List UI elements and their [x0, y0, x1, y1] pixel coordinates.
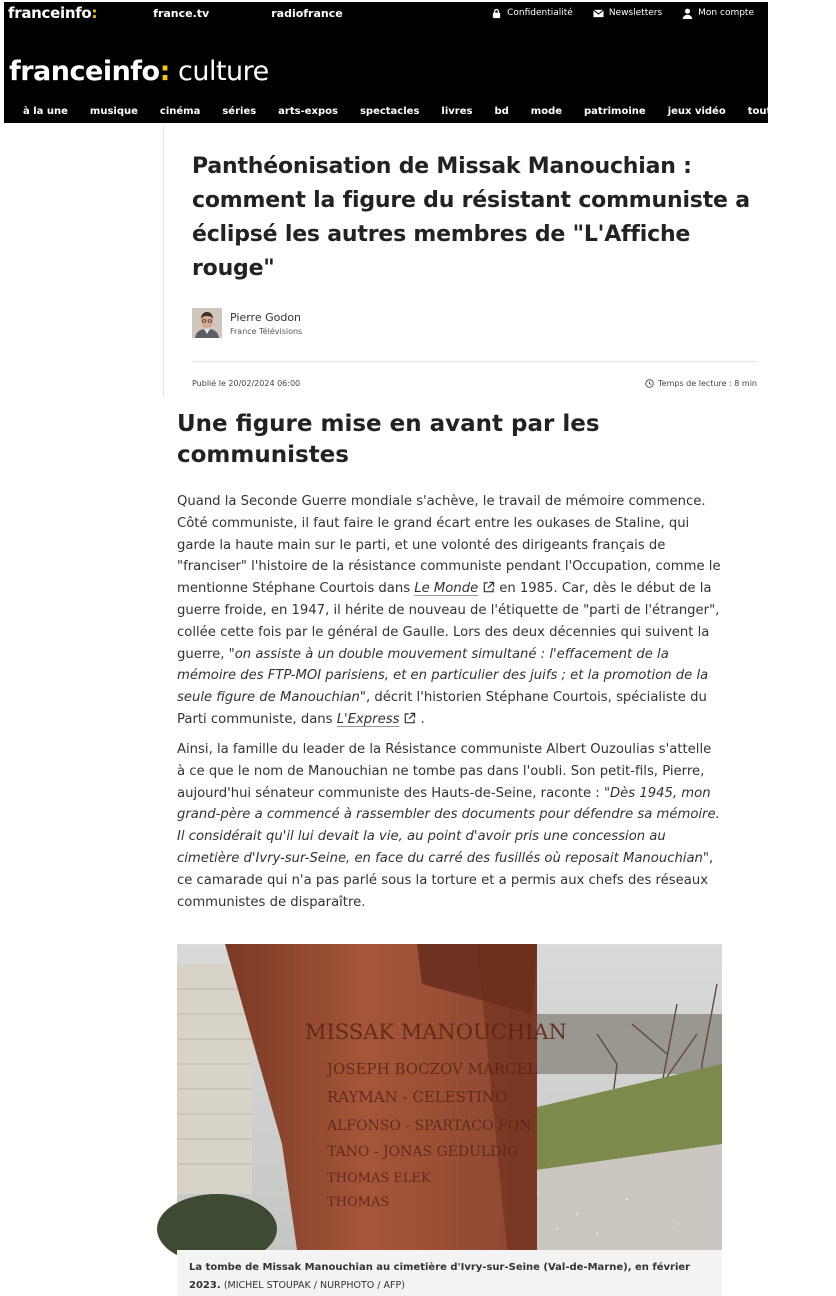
nav-item-musique[interactable]: musique: [89, 105, 138, 117]
engraving-line-3: RAYMAN - CELESTINO: [327, 1088, 508, 1106]
mail-icon: [593, 9, 604, 18]
nav-item-jeux-video[interactable]: jeux vidéo: [667, 105, 726, 117]
masthead: [4, 24, 768, 99]
nav-item-spectacles[interactable]: spectacles: [359, 105, 420, 117]
courtois-quote: "on assiste à un double mouvement simultané : l'effacement de la mémoire des FTP-MOI parisiens, et en particulier des juifs ; et la promotion de la seule figure de Manouchian": [177, 646, 709, 706]
nav-item-arts-expos[interactable]: arts-expos: [278, 105, 338, 117]
article-photo: [177, 944, 722, 1250]
external-link-icon[interactable]: [403, 712, 416, 725]
author-name[interactable]: Pierre Godon: [230, 310, 302, 324]
nav-item-series[interactable]: séries: [222, 105, 257, 117]
account-link[interactable]: Mon compte: [682, 8, 754, 19]
user-icon: [682, 8, 693, 19]
section-nav: [4, 99, 836, 123]
article-title: Panthéonisation de Missak Manouchian : comment la figure du résistant communiste a éclipsé les autres membres de "L'Affiche rouge": [192, 154, 750, 281]
nav-item-livres[interactable]: livres: [441, 105, 473, 117]
engraving-line-4: ALFONSO - SPARTACO FON: [327, 1118, 532, 1134]
top-bar: [4, 2, 768, 24]
radiofrance-link[interactable]: radiofrance: [271, 6, 343, 20]
nav-item-patrimoine[interactable]: patrimoine: [584, 105, 646, 117]
nav-item-a-la-une[interactable]: à la une: [23, 105, 68, 117]
reading-time: Temps de lecture : 8 min: [645, 379, 757, 388]
paragraph-1: Quand la Seconde Guerre mondiale s'achève, le travail de mémoire commence. Côté communiste, il faut faire le grand écart entre les oukases de Staline, qui garde la haute main sur le parti, et une volonté des dirigeants français de "franciser" l'histoire de la résistance communiste pendant l'Occupation, comme le mentionne Stéphane Courtois dans Le Monde en 1985. Car, dès le début de la guerre froide, en 1947, il hérite de nouveau de l'étiquette de "parti de l'étranger", collée cette fois par le général de Gaulle. Lors des deux décennies qui suivent la guerre, "on assiste à un double mouvement simultané : l'effacement de la mémoire des FTP-MOI parisiens, et en particulier des juifs ; et la promotion de la seule figure de Manouchian", décrit l'historien Stéphane Courtois, spécialiste du Parti communiste, dans L'Express .: [177, 494, 721, 727]
l-express-link[interactable]: L'Express: [336, 711, 400, 727]
engraving-line-1: MISSAK MANOUCHIAN: [305, 1020, 567, 1044]
header-left-border: [163, 123, 164, 397]
tombstone-photo: [177, 944, 722, 1250]
photo-credit: (MICHEL STOUPAK / NURPHOTO / AFP): [223, 1280, 405, 1291]
engraving-line-7: THOMAS: [327, 1195, 390, 1210]
engraving-line-6: THOMAS ELEK: [327, 1171, 431, 1186]
group-sites: [153, 7, 343, 20]
paragraph-2: Ainsi, la famille du leader de la Résistance communiste Albert Ouzoulias s'attelle à ce que le nom de Manouchian ne tombe pas dans l'oubli. Son petit-fils, Pierre, aujourd'hui sénateur communiste des Hauts-de-Seine, raconte : "Dès 1945, mon grand-père a commencé à rassembler des documents pour défendre sa mémoire. Il considérait qu'il lui devait la vie, au point d'avoir pris une concession au cimetière d'Ivry-sur-Seine, en face du carré des fusillés où reposait Manouchian", ce camarade qui n'a pas parlé sous la torture et a permis aux chefs des réseaux communistes de disparaître.: [177, 742, 720, 910]
nav-item-cinema[interactable]: cinéma: [159, 105, 201, 117]
nav-item-bd[interactable]: bd: [494, 105, 509, 117]
newsletters-link[interactable]: Newsletters: [593, 8, 662, 18]
france-tv-link[interactable]: france.tv: [153, 6, 210, 20]
privacy-link[interactable]: Confidentialité: [491, 8, 573, 19]
publication-date: Publié le 20/02/2024 06:00: [192, 379, 301, 388]
section-heading: Une figure mise en avant par les communistes: [177, 411, 600, 468]
author-avatar[interactable]: [192, 308, 222, 338]
photo-caption: La tombe de Missak Manouchian au cimetière d'Ivry-sur-Seine (Val-de-Marne), en février 2023. (MICHEL STOUPAK / NURPHOTO / AFP): [177, 1250, 722, 1296]
author-block: [192, 308, 302, 338]
franceinfo-home-link[interactable]: franceinfo:: [8, 4, 98, 22]
franceinfo-culture-logo[interactable]: franceinfo: culture: [9, 56, 269, 87]
ouzoulias-quote: "Dès 1945, mon grand-père a commencé à rassembler des documents pour défendre sa mémoire. Il considérait qu'il lui devait la vie, au point d'avoir pris une concession au cimetière d'Ivry-sur-Seine, en face du carré des fusillés où reposait Manouchian": [177, 785, 720, 866]
le-monde-link[interactable]: Le Monde: [414, 581, 479, 597]
lock-icon: [491, 8, 502, 19]
engraving-line-2: JOSEPH BOCZOV MARCEL: [327, 1060, 538, 1078]
nav-item-tout-franceinfo[interactable]: tout franceinfo:: [747, 105, 836, 117]
header-divider: [192, 361, 758, 362]
external-link-icon[interactable]: [482, 581, 495, 594]
author-organisation: France Télévisions: [230, 326, 303, 336]
clock-icon: [645, 379, 654, 388]
nav-item-mode[interactable]: mode: [530, 105, 563, 117]
engraving-line-5: TANO - JONAS GEDULDIG: [327, 1144, 519, 1160]
